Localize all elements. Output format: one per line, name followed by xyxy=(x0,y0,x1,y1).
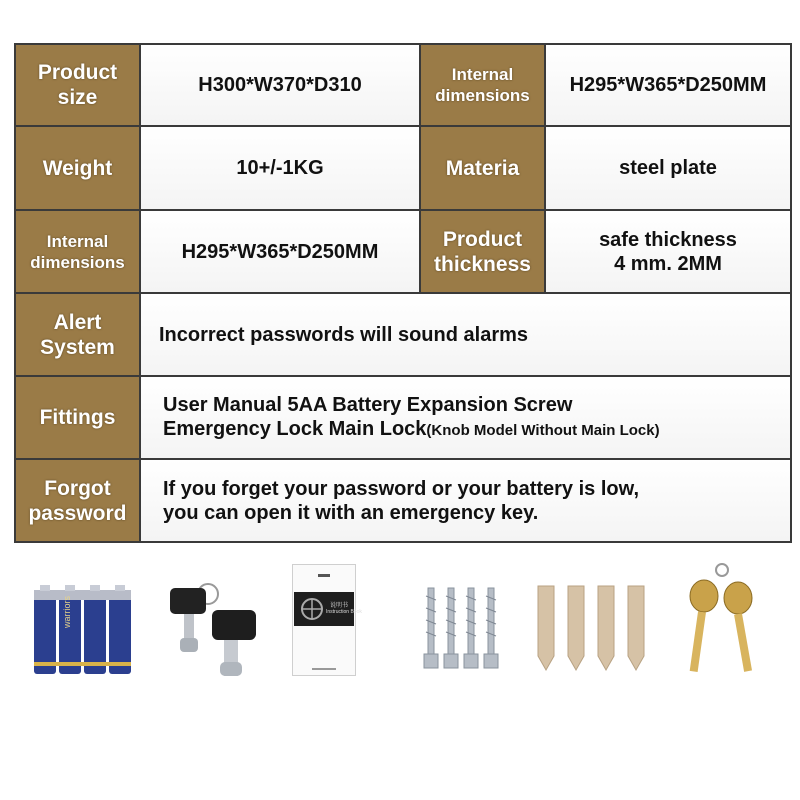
table-row xyxy=(15,376,791,459)
alert-system-value: Incorrect passwords will sound alarms xyxy=(140,293,791,376)
manual-title: 说明书 xyxy=(330,603,349,609)
battery-icon xyxy=(32,584,132,676)
material-value: steel plate xyxy=(545,126,791,210)
wall-plug-icon xyxy=(530,582,654,674)
batteries-image xyxy=(32,584,132,676)
gold-key-icon xyxy=(682,562,762,680)
screw-icon xyxy=(420,582,504,674)
internal-dimensions-label-2: Internal dimensions xyxy=(15,210,140,293)
alert-system-label: Alert System xyxy=(15,293,140,376)
spec-table xyxy=(14,43,792,543)
table-row xyxy=(15,44,791,126)
internal-dimensions-value: H295*W365*D250MM xyxy=(545,44,791,126)
forgot-password-value: If you forget your password or your battery is low, you can open it with an emergency key. xyxy=(140,459,791,542)
manual-icon xyxy=(292,564,356,676)
fittings-value: User Manual 5AA Battery Expansion Screw Emergency Lock Main Lock(Knob Model Without Main Lock) xyxy=(140,376,791,459)
wall-plugs-image xyxy=(530,582,654,674)
weight-label: Weight xyxy=(15,126,140,210)
expansion-screws-image xyxy=(420,582,504,674)
table-row xyxy=(15,459,791,542)
table-row xyxy=(15,126,791,210)
weight-value: 10+/-1KG xyxy=(140,126,420,210)
forgot-password-label: Forgot password xyxy=(15,459,140,542)
fittings-note: (Knob Model Without Main Lock) xyxy=(426,421,660,439)
key-icon xyxy=(168,580,268,680)
fittings-label: Fittings xyxy=(15,376,140,459)
material-label: Materia xyxy=(420,126,545,210)
table-row xyxy=(15,210,791,293)
table-row xyxy=(15,293,791,376)
internal-dimensions-value-2: H295*W365*D250MM xyxy=(140,210,420,293)
product-size-label: Product size xyxy=(15,44,140,126)
battery-brand-label: warriors xyxy=(62,595,72,628)
instruction-book-image xyxy=(292,564,362,676)
product-thickness-label: Product thickness xyxy=(420,210,545,293)
product-thickness-value: safe thickness 4 mm. 2MM xyxy=(545,210,791,293)
internal-dimensions-label: Internal dimensions xyxy=(420,44,545,126)
gold-keys-image xyxy=(682,562,762,680)
product-size-value: H300*W370*D310 xyxy=(140,44,420,126)
manual-subtitle: Instruction Book xyxy=(326,609,362,615)
accessories-row xyxy=(0,560,800,700)
black-keys-image xyxy=(168,580,268,680)
